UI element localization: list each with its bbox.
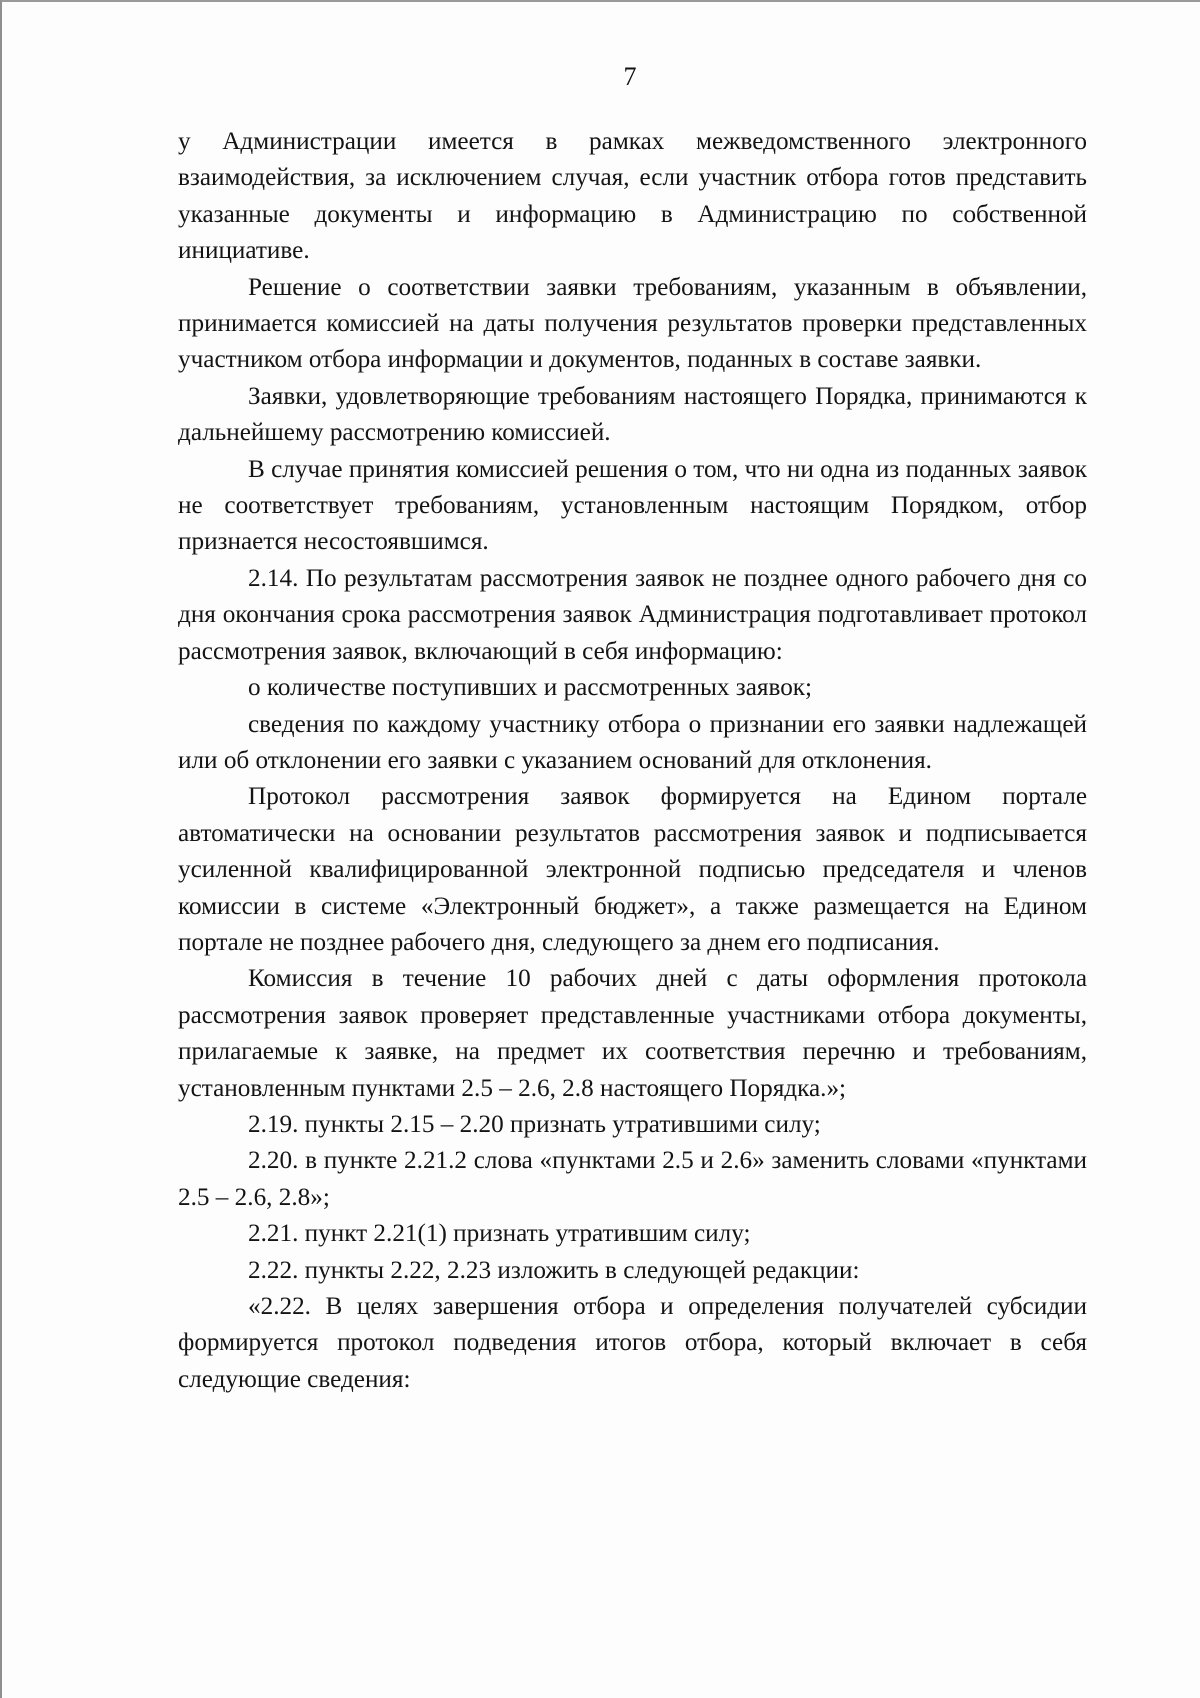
paragraph: сведения по каждому участнику отбора о признании его заявки надлежащей или об отклонении его заявки с указанием оснований для отклонения. xyxy=(178,710,1087,774)
page-number: 7 xyxy=(623,62,637,91)
paragraph: 2.19. пункты 2.15 – 2.20 признать утратившими силу; xyxy=(248,1110,821,1138)
paragraph: Комиссия в течение 10 рабочих дней с даты оформления протокола рассмотрения заявок проверяет представленные участниками отбора документы, прилагаемые к заявке, на предмет их соответствия перечню и требованиям, установленным пунктами 2.5 – 2.6, 2.8 настоящего Порядка.»; xyxy=(178,965,1087,1102)
paragraph: Протокол рассмотрения заявок формируется на Едином портале автоматически на основании результатов рассмотрения заявок и подписывается усиленной квалифицированной электронной подписью председателя и членов комиссии в системе «Электронный бюджет», а также размещается на Едином портале не позднее рабочего дня, следующего за днем его подписания. xyxy=(178,783,1087,956)
paragraph: «2.22. В целях завершения отбора и определения получателей субсидии формируется протокол подведения итогов отбора, который включает в себя следующие сведения: xyxy=(178,1293,1087,1393)
paragraph: 2.20. в пункте 2.21.2 слова «пунктами 2.5 и 2.6» заменить словами «пунктами 2.5 – 2.6, 2.8»; xyxy=(178,1147,1087,1211)
paragraph: Заявки, удовлетворяющие требованиям настоящего Порядка, принимаются к дальнейшему рассмотрению комиссией. xyxy=(178,382,1087,447)
document-body xyxy=(178,124,1087,1398)
paragraph: у Администрации имеется в рамках межведомственного электронного взаимодействия, за исключением случая, если участник отбора готов представить указанные документы и информацию в Администрацию по собственной инициативе. xyxy=(178,128,1087,265)
paragraph: 2.21. пункт 2.21(1) признать утратившим силу; xyxy=(248,1220,751,1248)
paragraph: Решение о соответствии заявки требованиям, указанным в объявлении, принимается комиссией на даты получения результатов проверки представленных участником отбора информации и документов, поданных в составе заявки. xyxy=(178,273,1087,374)
paragraph: В случае принятия комиссией решения о том, что ни одна из поданных заявок не соответствует требованиям, установленным настоящим Порядком, отбор признается несостоявшимся. xyxy=(178,455,1087,556)
paragraph: о количестве поступивших и рассмотренных заявок; xyxy=(248,674,813,702)
paragraph: 2.14. По результатам рассмотрения заявок не позднее одного рабочего дня со дня окончания срока рассмотрения заявок Администрация подготавливает протокол рассмотрения заявок, включающий в себя информацию: xyxy=(178,564,1087,665)
paragraph: 2.22. пункты 2.22, 2.23 изложить в следующей редакции: xyxy=(248,1256,860,1284)
